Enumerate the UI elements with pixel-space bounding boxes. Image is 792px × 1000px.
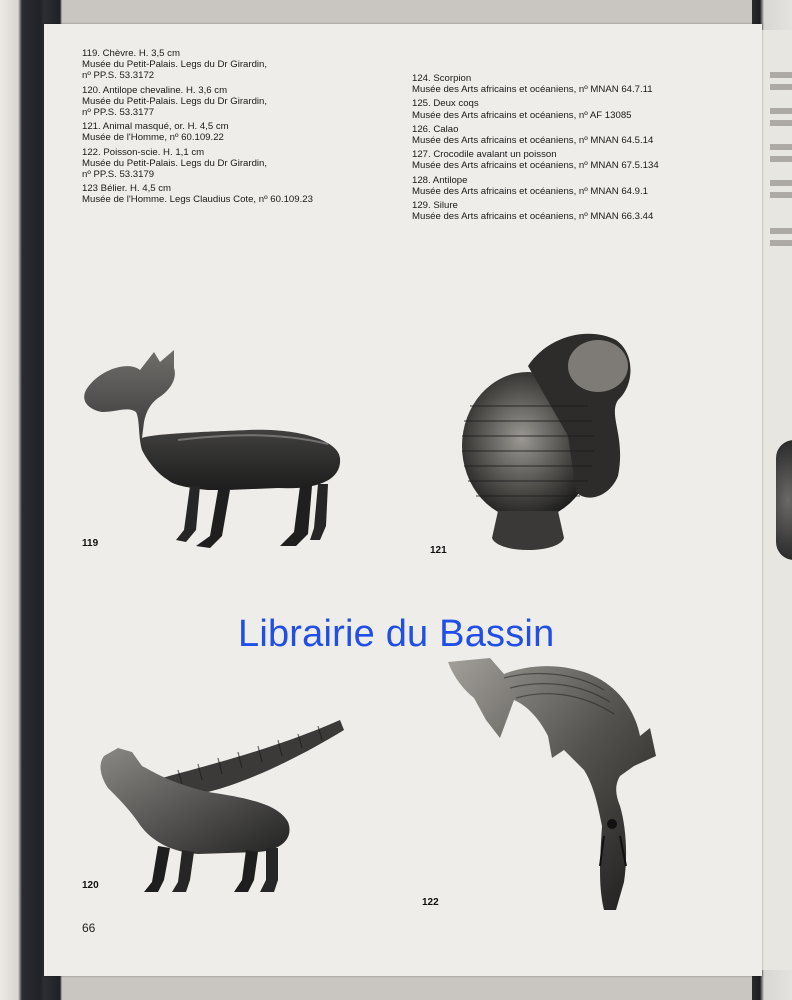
captions-right xyxy=(412,73,732,225)
caption-121: 121. Animal masqué, or. H. 4,5 cm Musée de l'Homme, nº 60.109.22 xyxy=(82,121,229,144)
figure-number-120: 120 xyxy=(82,880,99,891)
watermark-text: Librairie du Bassin xyxy=(238,613,555,655)
figure-120-roan-antelope xyxy=(98,712,348,897)
figure-number-121: 121 xyxy=(430,545,447,556)
caption-120: 120. Antilope chevaline. H. 3,6 cm Musée du Petit-Palais. Legs du Dr Girardin, nº PP.S. 53.3177 xyxy=(82,84,268,119)
figure-number-119: 119 xyxy=(82,538,99,549)
caption-127: 127. Crocodile avalant un poisson Musée des Arts africains et océaniens, nº MNAN 67.5.134 xyxy=(412,149,659,172)
adjacent-page-edge xyxy=(762,30,792,970)
caption-119: 119. Chèvre. H. 3,5 cm Musée du Petit-Palais. Legs du Dr Girardin, nº PP.S. 53.3172 xyxy=(82,48,268,82)
figure-119-goat xyxy=(78,340,348,555)
caption-124: 124. Scorpion Musée des Arts africains et océaniens, nº MNAN 64.7.11 xyxy=(412,73,653,96)
caption-123: 123 Bélier. H. 4,5 cm Musée de l'Homme. Legs Claudius Cote, nº 60.109.23 xyxy=(82,183,313,206)
caption-126: 126. Calao Musée des Arts africains et océaniens, nº MNAN 64.5.14 xyxy=(412,123,654,147)
page-number: 66 xyxy=(82,921,96,935)
caption-125: 125. Deux coqs Musée des Arts africains et océaniens, nº AF 13085 xyxy=(412,98,632,121)
figure-122-sawfish xyxy=(444,656,664,916)
caption-122: 122. Poisson-scie. H. 1,1 cm Musée du Petit-Palais. Legs du Dr Girardin, nº PP.S. 53.3179 xyxy=(82,146,268,181)
captions-left xyxy=(82,48,382,209)
figure-number-122: 122 xyxy=(422,897,439,908)
figure-121-masked-animal xyxy=(458,326,638,561)
caption-128: 128. Antilope Musée des Arts africains et océaniens, nº MNAN 64.9.1 xyxy=(412,174,649,197)
caption-129: 129. Silure Musée des Arts africains et océaniens, nº MNAN 66.3.44 xyxy=(412,200,654,223)
